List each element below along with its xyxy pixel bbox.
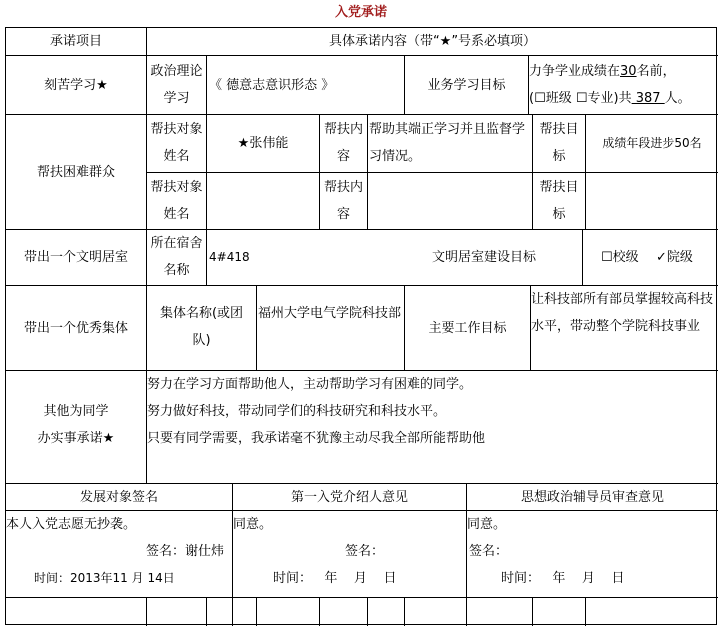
sign-candidate [6, 511, 232, 597]
sign-introducer-name: 签名： [345, 544, 385, 559]
sign-introducer-text: 同意。 [233, 517, 273, 532]
header-content: 具体承诺内容（带“★”号系必填项） [328, 34, 537, 49]
other-content [147, 371, 718, 483]
page-title: 入党承诺 [334, 5, 387, 20]
dorm-goal-label: 文明居室建设目标 [431, 250, 536, 265]
sign-counselor-time: 时间： 年 月 日 [501, 571, 625, 586]
help-goal-label-2: 帮扶目 标 [539, 180, 579, 222]
col-divider [367, 597, 368, 626]
help-content-label-2: 帮扶内 容 [323, 180, 363, 222]
sign-header-candidate: 发展对象签名 [79, 489, 158, 505]
help-target-label-2: 帮扶对象 姓名 [150, 180, 203, 222]
group-goal-value: 让科技部所有部员掌握较高科技水平，带动整个学院科技事业 [531, 292, 714, 334]
group-goal-label: 主要工作目标 [428, 320, 507, 336]
sign-counselor [467, 511, 718, 597]
sign-candidate-name: 签名：谢仕炜 [146, 544, 225, 559]
header-project: 承诺项目 [49, 34, 102, 49]
sign-header-introducer: 第一入党介绍人意见 [290, 489, 408, 505]
help-label: 帮扶困难群众 [36, 164, 115, 180]
study-label: 刻苦学习★ [44, 77, 108, 93]
business-label: 业务学习目标 [427, 77, 506, 93]
col-divider [256, 597, 257, 626]
help-content-value: 帮助其端正学习并且监督学习情况。 [369, 122, 526, 164]
sign-candidate-time: 时间：2013年11 月 14日 [34, 571, 175, 585]
row-divider [146, 172, 718, 173]
help-goal-label: 帮扶目 标 [539, 122, 579, 164]
col-divider [404, 597, 405, 626]
row-divider [6, 597, 718, 598]
help-target-name: ★张伟能 [237, 136, 289, 151]
help-content-label: 帮扶内 容 [323, 122, 363, 164]
dorm-label: 带出一个文明居室 [23, 250, 128, 265]
sign-introducer [233, 511, 466, 597]
col-divider [319, 597, 320, 626]
group-name-label: 集体名称(或团 队) [159, 306, 244, 348]
politics-label: 政治理论 学习 [150, 64, 203, 106]
col-divider [206, 597, 207, 626]
other-line: 努力在学习方面帮助他人，主动帮助学习有困难的同学。 [147, 377, 473, 392]
col-divider [585, 597, 586, 626]
sign-header-counselor: 思想政治辅导员审查意见 [520, 489, 664, 505]
sign-candidate-text: 本人入党志愿无抄袭。 [6, 517, 137, 532]
dorm-room-label: 所在宿舍 名称 [150, 236, 203, 278]
dorm-room-value: 4#418 [209, 250, 250, 264]
group-name-value: 福州大学电气学院科技部 [258, 306, 402, 321]
other-line: 只要有同学需要，我承诺毫不犹豫主动尽我全部所能帮助他 [147, 431, 486, 446]
sign-counselor-name: 签名： [469, 544, 509, 559]
other-label: 其他为同学 办实事承诺★ [37, 404, 115, 446]
dorm-option-college: ✓院级 [656, 250, 693, 265]
help-target-label: 帮扶对象 姓名 [150, 122, 203, 164]
promise-form-table [5, 27, 717, 625]
col-divider [146, 597, 147, 626]
help-goal-value: 成绩年段进步50名 [602, 136, 702, 150]
col-divider [532, 597, 533, 626]
sign-introducer-time: 时间： 年 月 日 [273, 571, 397, 586]
other-line: 努力做好科技，带动同学们的科技研究和科技水平。 [147, 404, 447, 419]
business-goal: 力争学业成绩在30名前， (☐班级 ☐专业)共 387 人。 [529, 64, 691, 106]
col-divider [582, 229, 583, 285]
group-label: 带出一个优秀集体 [23, 320, 128, 336]
dorm-option-school: ☐校级 [601, 250, 639, 265]
sign-counselor-text: 同意。 [467, 517, 507, 532]
politics-value: 《 德意志意识形态 》 [209, 77, 335, 93]
